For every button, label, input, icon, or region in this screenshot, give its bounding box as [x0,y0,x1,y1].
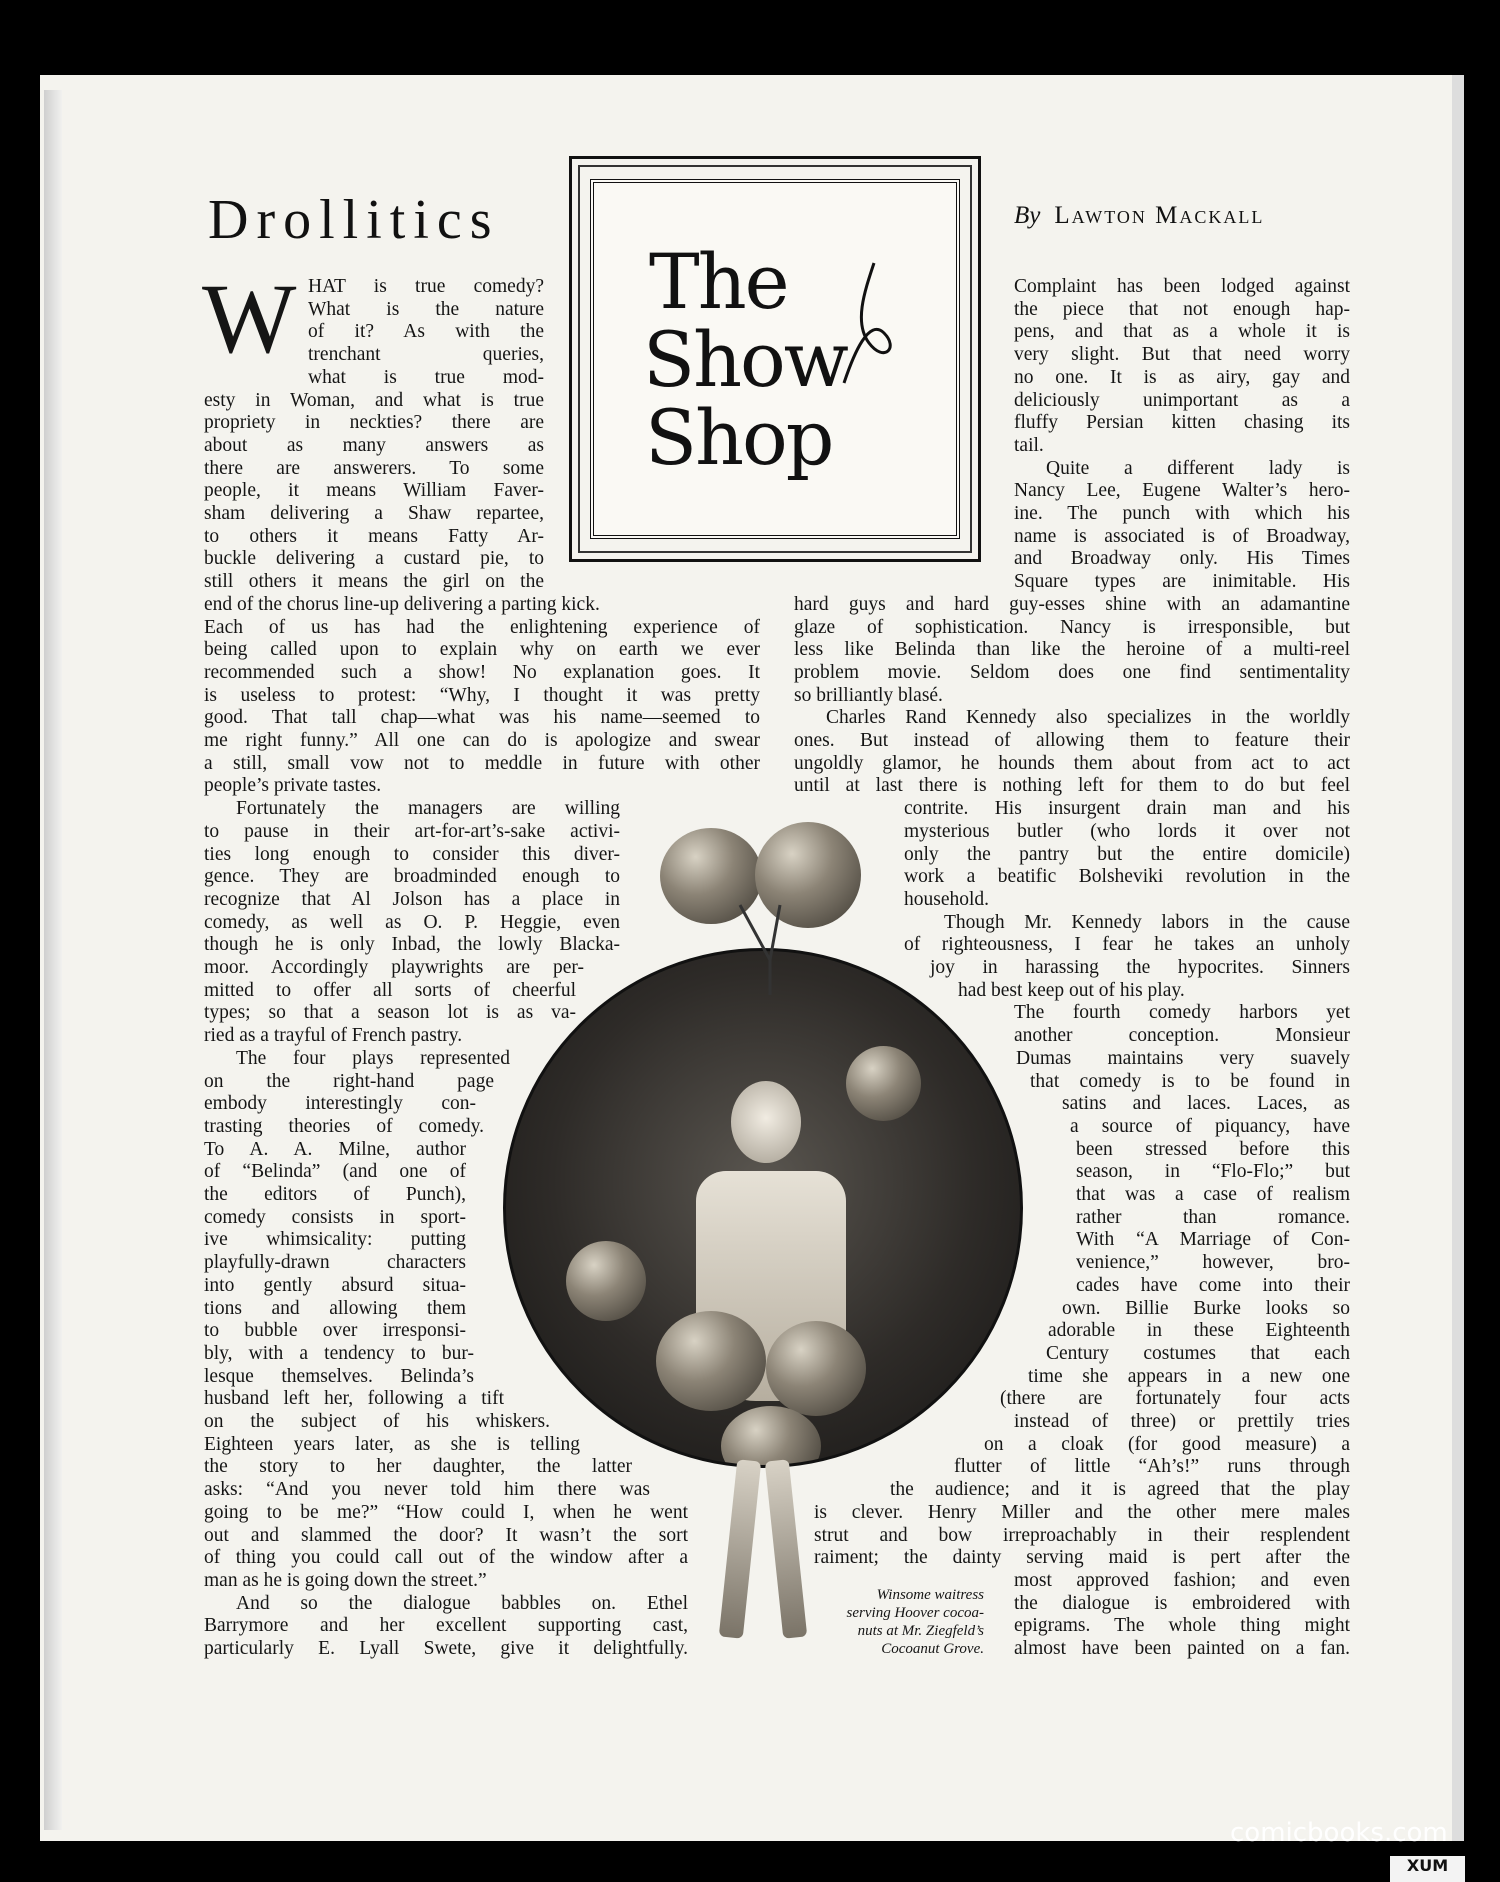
right-line: been stressed before this [1076,1138,1350,1160]
right-line: until at last there is nothing left for them to do but feel [794,775,1350,797]
right-line: of righteousness, I fear he takes an unholy [904,934,1350,956]
left_top-line: The four plays represented [236,1047,510,1069]
right-line: Century costumes that each [1046,1342,1350,1364]
left_top-line: recommended such a show! No explanation goes. It [204,661,760,683]
left_top-line: trasting theories of comedy. [204,1115,484,1137]
byline-author: Lawton Mackall [1054,202,1265,229]
left_top-line: people, it means William Faver- [204,480,544,502]
right-line: glaze of sophistication. Nancy is irresponsible, but [794,616,1350,638]
right-line: problem movie. Seldom does one find sentimentality [794,661,1350,683]
right-line: Dumas maintains very suavely [1016,1047,1350,1069]
feature-title-line-1: The [649,237,788,326]
left_top-line: asks: “And you never told him there was [204,1479,650,1501]
left_top-line: Barrymore and her excellent supporting cast, [204,1615,688,1637]
right-line: Though Mr. Kennedy labors in the cause [944,911,1350,933]
left_top-line: good. That tall chap—what was his name—seemed to [204,707,760,729]
right-line: mysterious butler (who lords it over not [904,820,1350,842]
left_top-line: And so the dialogue babbles on. Ethel [236,1592,688,1614]
right-line: a source of piquancy, have [1070,1115,1350,1137]
right-line: had best keep out of his play. [958,979,1185,1001]
left_top-line: embody interestingly con- [204,1093,476,1115]
balloon [566,1241,646,1321]
right-line: deliciously unimportant as a [1014,389,1350,411]
right-line: With “A Marriage of Con- [1076,1229,1350,1251]
decorative-flourish-icon [824,253,904,393]
right-line: ine. The punch with which his [1014,503,1350,524]
left_top-line: comedy consists in sport- [204,1206,466,1228]
right-line: less like Belinda than like the heroine of a multi-reel [794,639,1350,661]
leg [719,1459,761,1639]
right-line: fluffy Persian kitten chasing its [1014,412,1350,434]
article-heading: Drollitics [208,189,500,251]
right-line: adorable in these Eighteenth [1048,1320,1350,1342]
right-line: no one. It is as airy, gay and [1014,366,1350,388]
left_top-line: trenchant queries, [308,344,544,366]
right-line: time she appears in a new one [1028,1365,1350,1387]
left_top-line: ried as a trayful of French pastry. [204,1025,463,1047]
right-line: Complaint has been lodged against [1014,276,1350,297]
left_top-line: tions and allowing them [204,1297,466,1319]
left_top-line: about as many answers as [204,434,544,456]
byline [1014,202,1264,230]
right-line: epigrams. The whole thing might [1014,1615,1350,1637]
left_top-line: out and slammed the door? It wasn’t the sort [204,1524,688,1546]
feature-title-frame [569,156,981,562]
right-line: joy in harassing the hypocrites. Sinners [930,957,1350,978]
right-line: the piece that not enough hap- [1014,298,1350,320]
left_top-line: To A. A. Milne, author [204,1138,466,1160]
left_top-line: to others it means Fatty Ar- [204,525,544,547]
right-line: on a cloak (for good measure) a [984,1433,1350,1455]
left_top-line: a still, small vow not to meddle in future with other [204,752,760,774]
feature-title-line-2: Show [643,315,847,404]
balloon [721,1406,821,1468]
watermark: comicbooks.com [1230,1818,1448,1848]
left_top-line: on the subject of his whiskers. [204,1411,550,1432]
left_top-line: propriety in neckties? there are [204,412,544,434]
left_top-line: what is true mod- [308,366,544,388]
left_top-line: ties long enough to consider this diver- [204,843,620,865]
feature-title-panel [590,179,960,539]
balloon [766,1321,866,1416]
right-line: very slight. But that need worry [1014,344,1350,366]
left_top-line: man as he is going down the street.” [204,1569,487,1591]
left_top-line: particularly E. Lyall Swete, give it delightfully. [204,1638,688,1659]
photo-circle [503,948,1023,1468]
left_top-line: is useless to protest: “Why, I thought it was pretty [204,684,760,706]
right-line: hard guys and hard guy-esses shine with an adamantine [794,593,1350,615]
left_top-line: ive whimsicality: putting [204,1229,466,1251]
left_top-line: Fortunately the managers are willing [236,798,620,820]
figure-head [731,1081,801,1163]
balloon-strings [720,900,820,1000]
left_top-line: sham delivering a Shaw repartee, [204,503,544,524]
left_top-line: buckle delivering a custard pie, to [204,548,544,570]
right-line: only the pantry but the entire domicile) [904,843,1350,865]
right-line: almost have been painted on a fan. [1014,1638,1350,1659]
left_top-line: playfully-drawn characters [204,1252,466,1274]
right-line: tail. [1014,434,1044,456]
right-line: rather than romance. [1076,1206,1350,1228]
left_top-line: the story to her daughter, the latter [204,1456,632,1478]
left_top-line: moor. Accordingly playwrights are per- [204,957,584,978]
left_top-line: mitted to offer all sorts of cheerful [204,979,576,1001]
left_top-line: on the right-hand page [204,1070,494,1092]
right-line: The fourth comedy harbors yet [1014,1002,1350,1024]
right-line: Nancy Lee, Eugene Walter’s hero- [1014,480,1350,502]
right-line: strut and bow irreproachably in their resplendent [814,1524,1350,1546]
left_top-line: me right funny.” All one can do is apologize and swear [204,730,760,751]
right-line: cades have come into their [1076,1274,1350,1296]
leg [765,1459,807,1639]
right-line: that comedy is to be found in [1030,1070,1350,1092]
right-line: name is associated is of Broadway, [1014,525,1350,547]
right-line: Square types are inimitable. His [1014,571,1350,593]
left_top-line: What is the nature [308,298,544,320]
left_top-line: to bubble over irresponsi- [204,1320,466,1342]
left_top-line: end of the chorus line-up delivering a parting kick. [204,593,600,615]
left_top-line: lesque themselves. Belinda’s [204,1365,474,1387]
right-line: flutter of little “Ah’s!” runs through [954,1456,1350,1478]
right-line: satins and laces. Laces, as [1062,1093,1350,1115]
corner-tag: XUM [1390,1856,1465,1882]
left_top-line: Each of us has had the enlightening experience of [204,616,760,638]
balloon [656,1311,766,1411]
right-line: venience,” however, bro- [1076,1252,1350,1274]
right-line: raiment; the dainty serving maid is pert after the [814,1547,1350,1569]
left_top-line: types; so that a season lot is as va- [204,1002,576,1024]
right-line: most approved fashion; and even [1014,1569,1350,1591]
right-line: household. [904,888,990,910]
left_top-line: people’s private tastes. [204,775,382,797]
right-line: that was a case of realism [1076,1184,1350,1205]
left_top-line: husband left her, following a tift [204,1388,504,1410]
left_top-line: going to be me?” “How could I, when he went [204,1501,688,1523]
right-line: contrite. His insurgent drain man and his [904,798,1350,820]
left_top-line: there are answerers. To some [204,457,544,479]
left_top-line: being called upon to explain why on earth we ever [204,639,760,661]
page-gutter [44,90,62,1830]
left_top-line: to pause in their art-for-art’s-sake activi- [204,820,620,842]
left_top-line: comedy, as well as O. P. Heggie, even [204,911,620,933]
right-line: ones. But instead of allowing them to feature their [794,730,1350,751]
left_top-line: of “Belinda” (and one of [204,1161,466,1183]
feature-title-line-3: Shop [645,393,833,482]
left_top-line: the editors of Punch), [204,1184,466,1205]
right-line: ungoldly glamor, he hounds them about from act to act [794,752,1350,774]
left_top-line: HAT is true comedy? [308,276,544,297]
next-page-edge [1452,75,1464,1841]
balloon [846,1046,921,1121]
left_top-line: Eighteen years later, as she is telling [204,1433,580,1455]
right-line: (there are fortunately four acts [1000,1388,1350,1410]
left_top-line: of it? As with the [308,321,544,343]
right-line: is clever. Henry Miller and the other mere males [814,1501,1350,1523]
left_top-line: though he is only Inbad, the lowly Blacka- [204,934,620,956]
right-line: instead of three) or prettily tries [1014,1411,1350,1432]
right-line: Quite a different lady is [1046,457,1350,479]
byline-by: By [1014,202,1041,229]
left_top-line: bly, with a tendency to bur- [204,1342,474,1364]
right-line: the dialogue is embroidered with [1014,1592,1350,1614]
right-line: so brilliantly blasé. [794,684,943,706]
right-line: another conception. Monsieur [1014,1025,1350,1047]
dropcap: W [202,263,297,374]
right-line: and Broadway only. His Times [1014,548,1350,570]
left_top-line: recognize that Al Jolson has a place in [204,888,620,910]
right-line: pens, and that as a whole it is [1014,321,1350,343]
right-line: own. Billie Burke looks so [1062,1297,1350,1319]
left_top-line: gence. They are broadminded enough to [204,866,620,888]
figure-legs [718,1460,808,1645]
right-line: season, in “Flo-Flo;” but [1076,1161,1350,1183]
right-line: Charles Rand Kennedy also specializes in the worldly [826,707,1350,729]
photo-caption: Winsome waitress serving Hoover cocoa-nuts at Mr. Ziegfeld’s Cocoanut Grove. [846,1587,984,1657]
right-line: work a beatific Bolsheviki revolution in the [904,866,1350,888]
right-line: the audience; and it is agreed that the play [890,1479,1350,1501]
left_top-line: esty in Woman, and what is true [204,389,544,411]
left_top-line: into gently absurd situa- [204,1274,466,1296]
left_top-line: of thing you could call out of the window after a [204,1547,688,1569]
left_top-line: still others it means the girl on the [204,571,544,593]
